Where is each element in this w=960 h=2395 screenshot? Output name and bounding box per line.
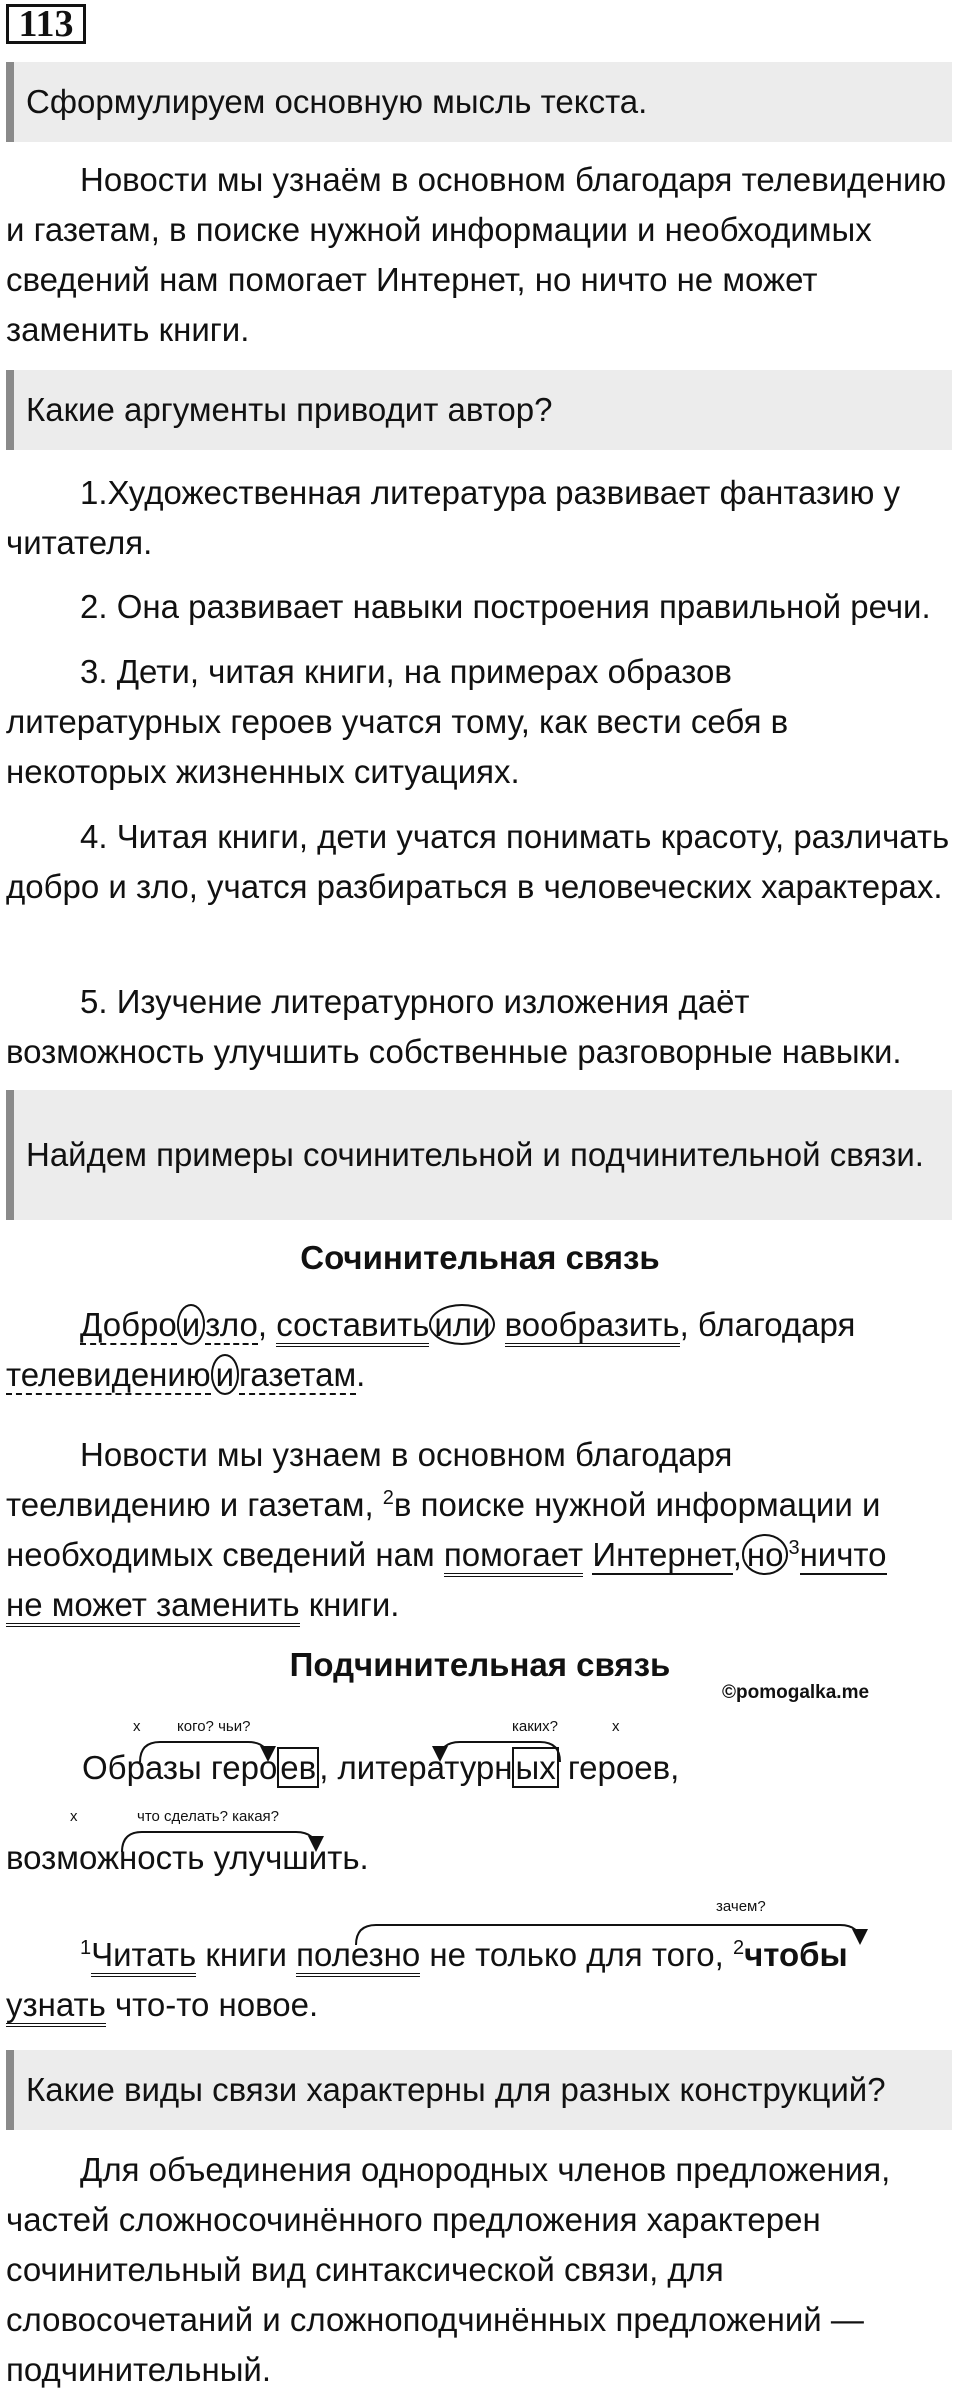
conjunction-circle: или xyxy=(429,1304,495,1345)
main-idea-paragraph: Новости мы узнаём в основном благодаря телевидению и газетам, в поиске нужной информации и необходимых сведений нам помогает Интернет, но ничто не может заменить книги. xyxy=(6,161,947,348)
coord-example-1 xyxy=(6,1300,954,1400)
sub-heading: Подчинительная связь xyxy=(289,1646,671,1683)
homogeneous-word: газетам xyxy=(239,1356,357,1393)
subordinating-conjunction: чтобы xyxy=(744,1936,848,1973)
plain-text: , литературн xyxy=(319,1749,513,1786)
ending-box: ых xyxy=(512,1747,558,1788)
mark-x: х xyxy=(70,1808,78,1825)
question-label: что сделать? какая? xyxy=(137,1808,280,1825)
sub-example-2: возможность улучшить. xyxy=(6,1839,369,1876)
plain-text: необходимых сведений нам xyxy=(6,1536,444,1573)
homogeneous-word: телевидению xyxy=(6,1356,211,1393)
homogeneous-word: вообразить xyxy=(505,1306,680,1347)
plain-text: книги xyxy=(196,1936,297,1973)
homogeneous-word: зло xyxy=(205,1306,258,1343)
plain-text: что-то новое. xyxy=(105,1986,319,2023)
clause-number: 3 xyxy=(788,1537,800,1559)
sub-example-1 xyxy=(82,1743,679,1793)
predicate: полезно xyxy=(296,1936,420,1977)
predicate: помогает xyxy=(444,1536,583,1577)
plain-text: героев, xyxy=(558,1749,680,1786)
question-main-idea xyxy=(6,62,952,142)
predicate: не может заменить xyxy=(6,1586,300,1627)
question-text: Сформулируем основную мысль текста. xyxy=(26,83,648,120)
clause-number: 1 xyxy=(80,1937,92,1959)
clause-number: 2 xyxy=(732,1937,745,1959)
clause-number: 2 xyxy=(382,1487,394,1509)
question-label: кого? чьи? xyxy=(177,1718,251,1735)
argument-item: 2. Она развивает навыки построения правильной речи. xyxy=(80,588,931,625)
subject: Интернет xyxy=(592,1536,733,1573)
mark-x: х xyxy=(612,1718,620,1735)
subject: ничто xyxy=(799,1536,887,1573)
homogeneous-word: Добро xyxy=(80,1306,177,1343)
plain-text: Новости мы узнаем в основном благодаря xyxy=(80,1436,733,1473)
ending-box: ев xyxy=(277,1747,319,1788)
plain-text: , благодаря xyxy=(679,1306,856,1343)
conjunction-circle: и xyxy=(211,1354,239,1395)
plain-text: Образы геро xyxy=(82,1749,278,1786)
sub-example-3 xyxy=(6,1930,954,2030)
argument-item: 1.Художественная литература развивает фантазию у читателя. xyxy=(6,474,901,561)
question-types xyxy=(6,2050,952,2130)
punct: . xyxy=(356,1356,366,1393)
question-text: Какие виды связи характерны для разных конструкций? xyxy=(26,2071,886,2108)
conjunction-circle: но xyxy=(742,1534,789,1575)
punct: , xyxy=(257,1306,268,1343)
coord-heading: Сочинительная связь xyxy=(300,1239,660,1276)
question-label: зачем? xyxy=(716,1898,766,1915)
answer-paragraph: Для объединения однородных членов предложения, частей сложносочинённого предложения характерен сочинительный вид синтаксической связи, для словосочетаний и сложноподчинённых предложений — подчинительный. xyxy=(6,2151,891,2388)
plain-text: в поиске нужной информации и xyxy=(393,1486,881,1523)
mark-x: х xyxy=(133,1718,141,1735)
plain-text: книги. xyxy=(299,1586,400,1623)
question-connections xyxy=(6,1090,952,1220)
argument-item: 5. Изучение литературного изложения даёт возможность улучшить собственные разговорные навыки. xyxy=(6,983,902,1070)
plain-text: теелвидению и газетам, xyxy=(6,1486,383,1523)
punct: , xyxy=(732,1536,742,1573)
question-text: Какие аргументы приводит автор? xyxy=(26,391,553,428)
question-text: Найдем примеры сочинительной и подчинительной связи. xyxy=(26,1136,924,1173)
conjunction-circle: и xyxy=(177,1304,205,1345)
task-number: 113 xyxy=(6,4,86,44)
question-arguments xyxy=(6,370,952,450)
plain-text: не только для того, xyxy=(420,1936,733,1973)
argument-item: 3. Дети, читая книги, на примерах образов литературных героев учатся тому, как вести себя в некоторых жизненных ситуациях. xyxy=(6,653,789,790)
predicate: Читать xyxy=(91,1936,196,1977)
homogeneous-word: составить xyxy=(276,1306,429,1347)
predicate: узнать xyxy=(6,1986,106,2027)
question-label: каких? xyxy=(512,1718,559,1735)
coord-example-2 xyxy=(6,1430,954,1630)
argument-item: 4. Читая книги, дети учатся понимать красоту, различать добро и зло, учатся разбираться в человеческих характерах. xyxy=(6,818,950,905)
watermark: ©pomogalka.me xyxy=(722,1682,870,1703)
